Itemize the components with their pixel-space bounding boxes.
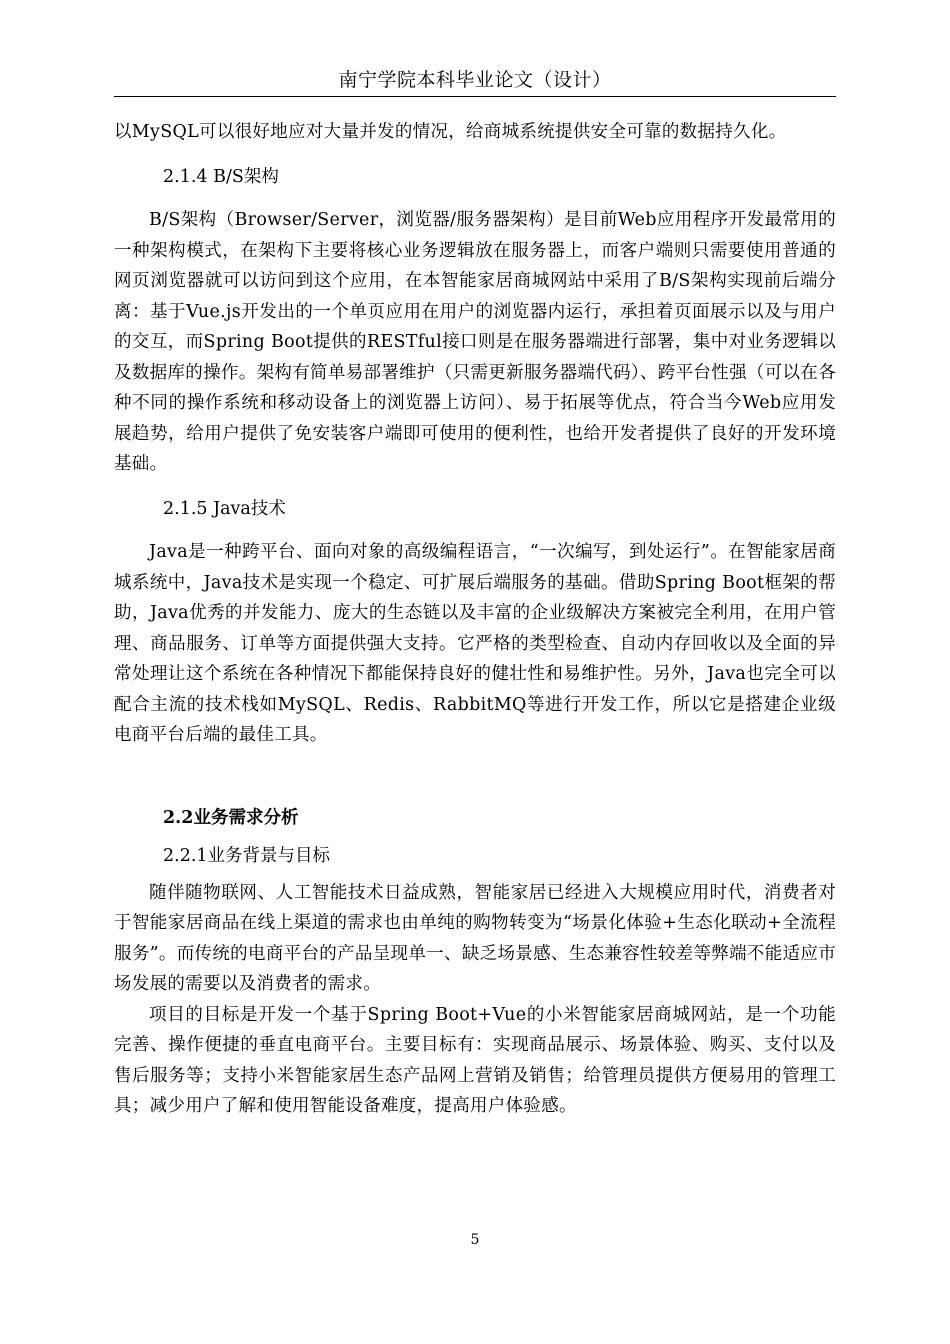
paragraph-mysql-continuation: 以MySQL可以很好地应对大量并发的情况，给商城系统提供安全可靠的数据持久化。 [114,122,787,142]
section-heading-2-2-1: 2.2.1业务背景与目标 [163,846,331,866]
section-heading-2-1-5: 2.1.5 Java技术 [163,498,286,519]
paragraph-bs-architecture: B/S架构（Browser/Server，浏览器/服务器架构）是目前Web应用程序开发最常用的一种架构模式，在架构下主要将核心业务逻辑放在服务器上，而客户端则只需要使用普通的网页浏览器就可以访问到这个应用，在本智能家居商城网站中采用了B/S架构实现前后端分离：基于Vue.js开发出的一个单页应用在用户的浏览器内运行，承担着页面展示以及与用户的交互，而Spring Boot提供的RESTful接口则是在服务器端进行部署，集中对业务逻辑以及数据库的操作。架构有简单易部署维护（只需更新服务器端代码）、跨平台性强（可以在各种不同的操作系统和移动设备上的浏览器上访问）、易于拓展等优点，符合当今Web应用发展趋势，给用户提供了免安装客户端即可使用的便利性，也给开发者提供了良好的开发环境基础。 [114,210,836,474]
running-header-title: 南宁学院本科毕业论文（设计） [338,69,612,91]
paragraph-project-goal: 项目的目标是开发一个基于Spring Boot+Vue的小米智能家居商城网站，是一个功能完善、操作便捷的垂直电商平台。主要目标有：实现商品展示、场景体验、购买、支付以及售后服务等；支持小米智能家居生态产品网上营销及销售；给管理员提供方便易用的管理工具；减少用户了解和使用智能设备难度，提高用户体验感。 [114,1004,836,1116]
header-divider [114,96,836,97]
paragraph-java-technology: Java是一种跨平台、面向对象的高级编程语言，“一次编写，到处运行”。在智能家居商城系统中，Java技术是实现一个稳定、可扩展后端服务的基础。借助Spring Boot框架的帮助，Java优秀的并发能力、庞大的生态链以及丰富的企业级解决方案被完全利用，在用户管理、商品服务、订单等方面提供强大支持。它严格的类型检查、自动内存回收以及全面的异常处理让这个系统在各种情况下都能保持良好的健壮性和易维护性。另外，Java也完全可以配合主流的技术栈如MySQL、Redis、RabbitMQ等进行开发工作，所以它是搭建企业级电商平台后端的最佳工具。 [114,542,836,745]
section-heading-2-2: 2.2业务需求分析 [163,807,299,828]
page-number: 5 [470,1232,480,1248]
body-content [114,117,836,1122]
section-heading-2-1-4: 2.1.4 B/S架构 [163,166,279,187]
paragraph-business-background: 随伴随物联网、人工智能技术日益成熟，智能家居已经进入大规模应用时代，消费者对于智能家居商品在线上渠道的需求也由单纯的购物转变为“场景化体验+生态化联动+全流程服务”。而传统的电商平台的产品呈现单一、缺乏场景感、生态兼容性较差等弊端不能适应市场发展的需要以及消费者的需求。 [114,882,836,994]
